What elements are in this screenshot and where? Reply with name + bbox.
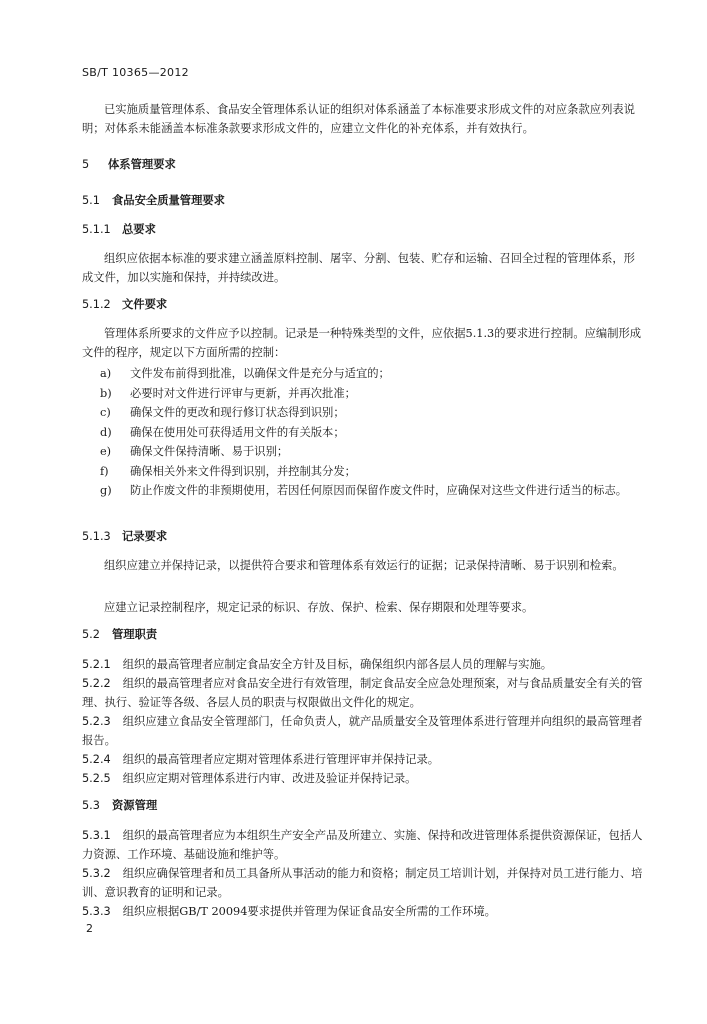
list-text: 确保文件保持清晰、易于识别； bbox=[130, 445, 289, 458]
clause-text: 组织的最高管理者应制定食品安全方针及目标，确保组织内部各层人员的理解与实施。 bbox=[122, 658, 553, 671]
clause-text: 组织应确保管理者和员工具备所从事活动的能力和资格；制定员工培训计划，并保持对员工进行能力、培训、意识教育的证明和记录。 bbox=[82, 867, 643, 899]
clause-text: 组织的最高管理者应对食品安全进行有效管理，制定食品安全应急处理预案，对与食品质量安全有关的管理、执行、验证等各级、各层人员的职责与权限做出文件化的规定。 bbox=[82, 677, 643, 709]
list-text: 文件发布前得到批准，以确保文件是充分与适宜的； bbox=[130, 367, 390, 380]
section-5-1-3-paragraph-1: 组织应建立并保持记录，以提供符合要求和管理体系有效运行的证据；记录保持清晰、易于识别和检索。 bbox=[104, 559, 624, 572]
section-number: 5.2 bbox=[82, 628, 100, 641]
section-title: 管理职责 bbox=[112, 628, 158, 641]
section-5-1-3-heading bbox=[82, 528, 167, 544]
clause-number: 5.3.1 bbox=[82, 829, 111, 842]
clause-5-2-4 bbox=[82, 750, 644, 769]
clause-5-2-5 bbox=[82, 769, 644, 788]
clause-5-2-3 bbox=[82, 712, 644, 750]
list-item bbox=[100, 481, 645, 501]
list-text: 必要时对文件进行评审与更新，并再次批准； bbox=[130, 386, 356, 400]
clause-text: 组织的最高管理者应定期对管理体系进行管理评审并保持记录。 bbox=[122, 753, 440, 766]
clause-number: 5.2.3 bbox=[82, 715, 111, 728]
list-text: 确保文件的更改和现行修订状态得到识别； bbox=[130, 406, 345, 419]
clause-number: 5.2.1 bbox=[82, 658, 111, 671]
intro-paragraph: 已实施质量管理体系、食品安全管理体系认证的组织对体系涵盖了本标准要求形成文件的对应条款应列表说明；对体系未能涵盖本标准条款要求形成文件的，应建立文件化的补充体系，并有效执行。 bbox=[82, 103, 635, 135]
document-code-header: SB/T 10365—2012 bbox=[82, 66, 189, 79]
list-text: 确保相关外来文件得到识别，并控制其分发； bbox=[130, 464, 356, 478]
clause-text: 组织的最高管理者应为本组织生产安全产品及所建立、实施、保持和改进管理体系提供资源保证，包括人力资源、工作环境、基础设施和维护等。 bbox=[82, 829, 643, 861]
list-item bbox=[100, 384, 645, 404]
list-text: 确保在使用处可获得适用文件的有关版本； bbox=[130, 425, 345, 439]
section-5-3-heading bbox=[82, 797, 157, 813]
section-5-2-heading bbox=[82, 626, 157, 642]
list-item bbox=[100, 364, 645, 384]
list-marker: d) bbox=[100, 425, 112, 439]
list-item bbox=[100, 403, 645, 423]
clause-number: 5.2.5 bbox=[82, 772, 111, 785]
section-5-heading bbox=[82, 156, 176, 172]
section-title: 文件要求 bbox=[122, 298, 168, 311]
section-title: 总要求 bbox=[122, 223, 156, 236]
section-5-1-2-heading bbox=[82, 296, 167, 312]
list-item bbox=[100, 423, 645, 443]
clause-5-3-1 bbox=[82, 826, 644, 864]
clause-number: 5.2.2 bbox=[82, 677, 111, 690]
clause-number: 5.3.2 bbox=[82, 867, 111, 880]
section-number: 5.1 bbox=[82, 194, 100, 207]
section-title: 体系管理要求 bbox=[108, 158, 176, 171]
list-marker: f) bbox=[100, 464, 109, 478]
clause-5-2-2 bbox=[82, 674, 644, 712]
list-marker: e) bbox=[100, 445, 112, 458]
clause-number: 5.3.3 bbox=[82, 905, 111, 918]
section-5-1-1-paragraph: 组织应依据本标准的要求建立涵盖原料控制、屠宰、分割、包装、贮存和运输、召回全过程的管理体系，形成文件，加以实施和保持，并持续改进。 bbox=[82, 252, 635, 284]
document-control-list bbox=[100, 364, 645, 501]
section-5-1-3-paragraph-2: 应建立记录控制程序，规定记录的标识、存放、保护、检索、保存期限和处理等要求。 bbox=[104, 601, 534, 614]
section-number: 5.3 bbox=[82, 799, 100, 812]
list-marker: b) bbox=[100, 386, 112, 400]
clause-text: 组织应根据GB/T 20094要求提供并管理为保证食品安全所需的工作环境。 bbox=[122, 905, 496, 918]
section-number: 5.1.1 bbox=[82, 223, 111, 236]
section-number: 5 bbox=[82, 158, 90, 171]
clause-number: 5.2.4 bbox=[82, 753, 111, 766]
clause-text: 组织应建立食品安全管理部门，任命负责人，就产品质量安全及管理体系进行管理并向组织的最高管理者报告。 bbox=[82, 715, 643, 747]
clause-5-3-3 bbox=[82, 902, 644, 921]
list-item bbox=[100, 442, 645, 462]
clause-5-2-1 bbox=[82, 655, 644, 674]
section-title: 资源管理 bbox=[112, 799, 158, 812]
section-5-1-1-heading bbox=[82, 221, 156, 237]
list-marker: g) bbox=[100, 484, 112, 497]
page-number: 2 bbox=[86, 922, 93, 935]
list-text: 防止作废文件的非预期使用，若因任何原因而保留作废文件时，应确保对这些文件进行适当的标志。 bbox=[130, 484, 628, 497]
clause-text: 组织应定期对管理体系进行内审、改进及验证并保持记录。 bbox=[122, 772, 417, 785]
section-title: 食品安全质量管理要求 bbox=[112, 194, 225, 207]
section-5-1-2-paragraph: 管理体系所要求的文件应予以控制。记录是一种特殊类型的文件，应依据5.1.3的要求进行控制。应编制形成文件的程序，规定以下方面所需的控制： bbox=[82, 327, 642, 359]
list-item bbox=[100, 462, 645, 482]
section-number: 5.1.3 bbox=[82, 530, 111, 543]
section-5-1-heading bbox=[82, 192, 225, 208]
list-marker: c) bbox=[100, 406, 111, 419]
list-marker: a) bbox=[100, 367, 112, 380]
clause-5-3-2 bbox=[82, 864, 644, 902]
section-number: 5.1.2 bbox=[82, 298, 111, 311]
section-title: 记录要求 bbox=[122, 530, 168, 543]
